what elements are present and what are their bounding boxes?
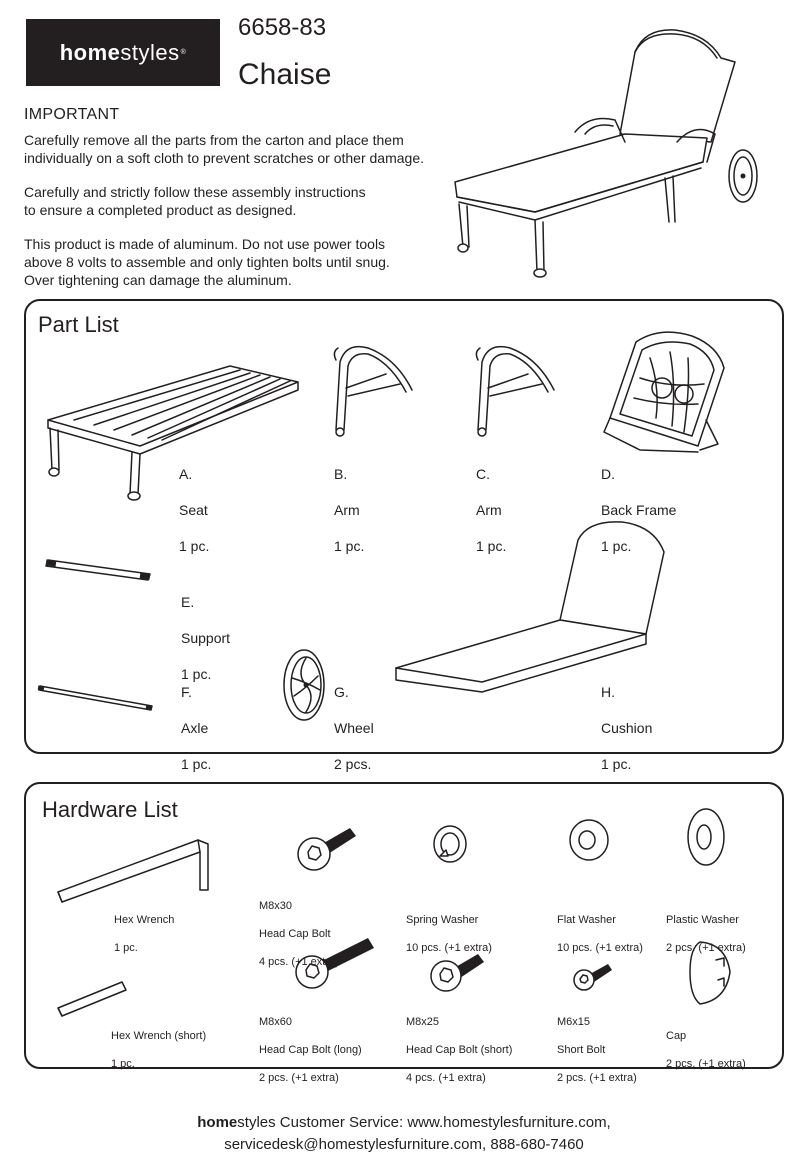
hw-name: Spring Washer [406,914,479,926]
hw-size: M8x25 [406,1016,440,1028]
hw-name: Head Cap Bolt [259,928,331,940]
customer-service-footer [0,1112,808,1156]
hw-qty: 4 pcs. (+1 extra) [406,1072,486,1084]
logo-text-bold: home [59,39,121,65]
footer-brand: home [197,1114,238,1131]
short-hex-wrench-illustration [54,978,130,1020]
part-name: Arm [334,502,360,518]
arm-c-illustration [472,340,562,440]
part-letter: H. [601,684,615,700]
part-a-label [179,447,209,573]
assembled-chaise-illustration [445,22,775,282]
part-letter: F. [181,684,192,700]
hw-qty: 10 pcs. (+1 extra) [557,942,643,954]
spring-washer-illustration [430,820,470,868]
footer-line-1 [0,1112,808,1134]
part-list-title: Part List [38,312,119,337]
hw-qty: 1 pc. [114,942,138,954]
part-letter: E. [181,594,195,610]
model-number: 6658-83 [238,14,327,41]
part-qty: 1 pc. [334,538,365,554]
part-d-label [601,447,676,573]
hw-hex-wrench-label [114,899,174,969]
part-qty: 1 pc. [181,666,212,682]
hw-qty: 2 pcs. (+1 extra) [259,1072,339,1084]
important-paragraph-3: This product is made of aluminum. Do not use power tools above 8 volts to assemble and only tighten bolts until snug. Over tightening can damage the aluminum. [24,236,390,288]
part-name: Axle [181,720,209,736]
hw-qty: 4 pcs. (+1 extra) [259,956,339,968]
flat-washer-illustration [564,816,614,864]
part-b-label [334,447,364,573]
arm-b-illustration [330,340,420,440]
important-paragraph-2: Carefully and strictly follow these assembly instructions to ensure a completed product as designed. [24,184,366,218]
part-c-label [476,447,506,573]
support-illustration [46,556,156,584]
part-name: Back Frame [601,502,677,518]
part-letter: D. [601,466,615,482]
hw-short-hex-wrench-label [111,1015,206,1085]
hw-qty: 10 pcs. (+1 extra) [406,942,492,954]
hw-m8x30-label [259,885,339,983]
hw-name: Plastic Washer [666,914,739,926]
axle-illustration [38,684,158,714]
part-name: Wheel [334,720,374,736]
hw-plastic-washer-label [666,899,746,969]
part-f-label [181,665,211,791]
hw-name: Short Bolt [557,1044,606,1056]
hw-name: Head Cap Bolt (short) [406,1044,513,1056]
part-letter: B. [334,466,348,482]
part-qty: 1 pc. [179,538,210,554]
hw-name: Flat Washer [557,914,616,926]
seat-illustration [44,362,304,504]
m8x30-bolt-illustration [296,822,362,876]
hw-name: Cap [666,1030,687,1042]
part-letter: C. [476,466,490,482]
important-heading: IMPORTANT [24,106,120,123]
part-letter: G. [334,684,349,700]
hw-flat-washer-label [557,899,643,969]
part-name: Support [181,630,231,646]
hw-qty: 2 pcs. (+1 extra) [666,1058,746,1070]
product-title: Chaise [238,58,332,91]
wheel-illustration [280,646,328,724]
plastic-washer-illustration [684,806,728,868]
part-g-label [334,665,374,791]
part-h-label [601,665,652,791]
hex-wrench-illustration [54,834,214,906]
hw-size: M6x15 [557,1016,591,1028]
part-letter: A. [179,466,193,482]
part-name: Seat [179,502,208,518]
brand-logo [26,19,220,86]
hw-name: Hex Wrench [114,914,175,926]
hardware-list-title: Hardware List [42,797,178,822]
hw-size: M8x60 [259,1016,293,1028]
hw-name: Hex Wrench (short) [111,1030,207,1042]
part-qty: 1 pc. [601,538,632,554]
hw-qty: 2 pcs. (+1 extra) [557,1072,637,1084]
hw-name: Head Cap Bolt (long) [259,1044,362,1056]
hw-m8x60-label [259,1001,362,1099]
hw-qty: 1 pc. [111,1058,135,1070]
part-qty: 1 pc. [476,538,507,554]
footer-contact: servicedesk@homestylesfurniture.com, 888-680-7460 [224,1136,584,1153]
part-qty: 1 pc. [181,756,212,772]
hw-m8x25-label [406,1001,512,1099]
hw-spring-washer-label [406,899,492,969]
part-qty: 2 pcs. [334,756,372,772]
important-paragraph-1: Carefully remove all the parts from the carton and place them individually on a soft cloth to prevent scratches or other damage. [24,132,424,166]
part-qty: 1 pc. [601,756,632,772]
logo-text-light: styles [120,39,180,65]
part-name: Cushion [601,720,653,736]
registered-mark: ® [180,49,187,56]
back-frame-illustration [600,328,730,458]
hw-qty: 2 pcs. (+1 extra) [666,942,746,954]
footer-service-text: styles Customer Service: www.homestylesfurniture.com, [237,1114,611,1131]
hw-m6x15-label [557,1001,637,1099]
hw-size: M8x30 [259,900,293,912]
hw-cap-label [666,1015,746,1085]
part-name: Arm [476,502,502,518]
